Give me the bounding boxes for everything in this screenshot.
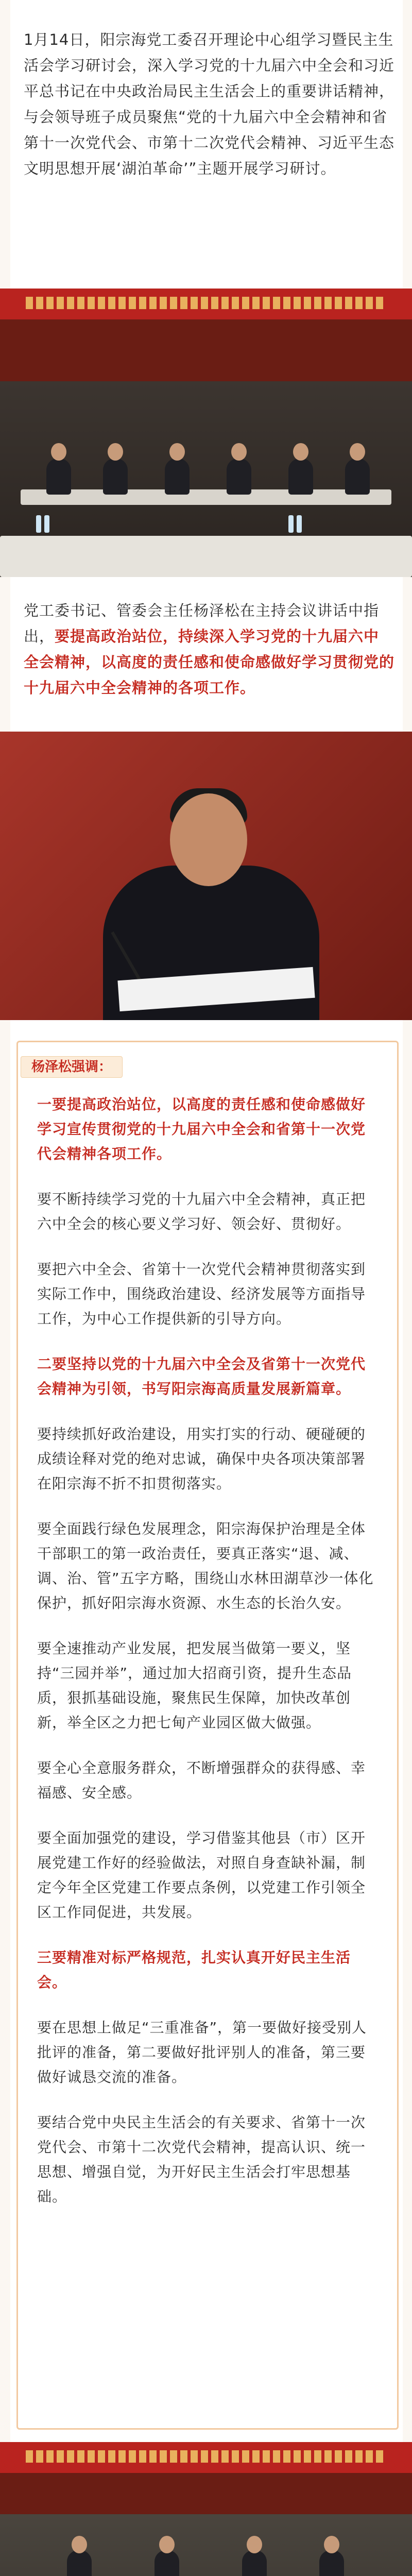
speaker-label: 杨泽松强调： [21, 1056, 123, 1078]
speaker-photo [0, 732, 412, 1020]
point-paragraph: 要全速推动产业发展，把发展当做第一要义，坚持“三园并举”，通过加大招商引资，提升生态品质，狠抓基础设施，聚焦民生保障，加快改革创新，举全区之力把七甸产业园区做大做强。 [37, 1640, 352, 1731]
point-paragraph: 要全心全意服务群众，不断增强群众的获得感、幸福感、安全感。 [37, 1759, 366, 1801]
photo-banner [0, 2442, 412, 2473]
attendee [154, 2550, 179, 2576]
water-bottle [44, 515, 49, 533]
stage-backdrop [0, 2473, 412, 2514]
attendee [288, 459, 313, 495]
attendee [103, 459, 128, 495]
attendee [242, 2550, 267, 2576]
attendee-head [169, 443, 185, 461]
photo-banner [0, 289, 412, 319]
attendee-head [350, 443, 365, 461]
summary-paragraph [24, 598, 394, 701]
point-heading: 三要精准对标严格规范，扎实认真开好民主生活会。 [37, 1949, 351, 1991]
point-paragraph: 要不断持续学习党的十九届六中全会精神，真正把六中全会的核心要义学习好、领会好、贯彻好。 [37, 1191, 366, 1232]
meeting-hall [0, 381, 412, 577]
speaker-head [170, 793, 247, 886]
point-heading: 一要提高政治站位，以高度的责任感和使命感做好学习宣传贯彻党的十九届六中全会和省第十一次党代会精神各项工作。 [37, 1096, 366, 1162]
attendee-head [72, 2536, 87, 2553]
attendee [67, 2550, 92, 2576]
meeting-table [21, 489, 391, 505]
attendee-head [231, 443, 247, 461]
attendee [46, 459, 71, 495]
point-paragraph: 要持续抓好政治建设，用实打实的行动、硬碰硬的成绩诠释对党的绝对忠诚，确保中央各项决策部署在阳宗海不折不扣贯彻落实。 [37, 1426, 366, 1492]
intro-paragraph: 1月14日，阳宗海党工委召开理论中心组学习暨民主生活会学习研讨会，深入学习党的十九届六中全会和习近平总书记在中央政治局民主生活会上的重要讲话精神，与会领导班子成员聚焦“党的十九届六中全会精神和省第十一次党代会、市第十二次党代会精神、习近平生态文明思想开展‘湖泊革命’”主题开展学习研讨。 [24, 31, 395, 177]
attendee-head [51, 443, 66, 461]
attendee-head [247, 2536, 262, 2553]
point-heading: 二要坚持以党的十九届六中全会及省第十一次党代会精神为引领，书写阳宗海高质量发展新篇章。 [37, 1355, 366, 1397]
point-paragraph: 要结合党中央民主生活会的有关要求、省第十一次党代会、市第十二次党代会精神，提高认识、统一思想、增强自觉，为开好民主生活会打牢思想基础。 [37, 2114, 366, 2205]
water-bottle [36, 515, 41, 533]
stage-backdrop [0, 319, 412, 381]
banner-text [26, 297, 386, 309]
meeting-photo-2 [0, 2442, 412, 2576]
attendee [319, 2550, 344, 2576]
banner-text [26, 2450, 386, 2463]
point-paragraph: 要把六中全会、省第十一次党代会精神贯彻落实到实际工作中，围绕政治建设、经济发展等方面指导工作，为中心工作提供新的引导方向。 [37, 1261, 366, 1327]
attendee-head [293, 443, 308, 461]
water-bottle [297, 515, 302, 533]
attendee [165, 459, 190, 495]
point-paragraph: 要全面践行绿色发展理念，阳宗海保护治理是全体干部职工的第一政治责任，要真正落实“退、减、调、治、管”五字方略，围绕山水林田湖草沙一体化保护，抓好阳宗海水资源、水生态的长治久安。 [37, 1520, 374, 1612]
attendee [227, 459, 251, 495]
meeting-hall [0, 2514, 412, 2576]
water-bottle [288, 515, 294, 533]
attendee [345, 459, 370, 495]
point-paragraph: 要全面加强党的建设，学习借鉴其他县（市）区开展党建工作好的经验做法，对照自身查缺补漏，制定今年全区党建工作要点条例，以党建工作引领全区工作同促进，共发展。 [37, 1829, 366, 1921]
point-paragraph: 要在思想上做足“三重准备”，第一要做好接受别人批评的准备，第二要做好批评别人的准备，第三要做好诚恳交流的准备。 [37, 2019, 367, 2086]
attendee-head [108, 443, 123, 461]
speech-points [37, 1092, 377, 2230]
attendee-head [324, 2536, 339, 2553]
meeting-photo-1 [0, 289, 412, 577]
summary-highlight: 要提高政治站位，持续深入学习党的十九届六中全会精神，以高度的责任感和使命感做好学习贯彻党的十九届六中全会精神的各项工作。 [24, 628, 395, 697]
front-table [0, 536, 412, 577]
attendee-head [159, 2536, 175, 2553]
summary-lead: 党工委书记、管委会主任杨泽松在主持会议讲话中指出， [24, 602, 380, 645]
